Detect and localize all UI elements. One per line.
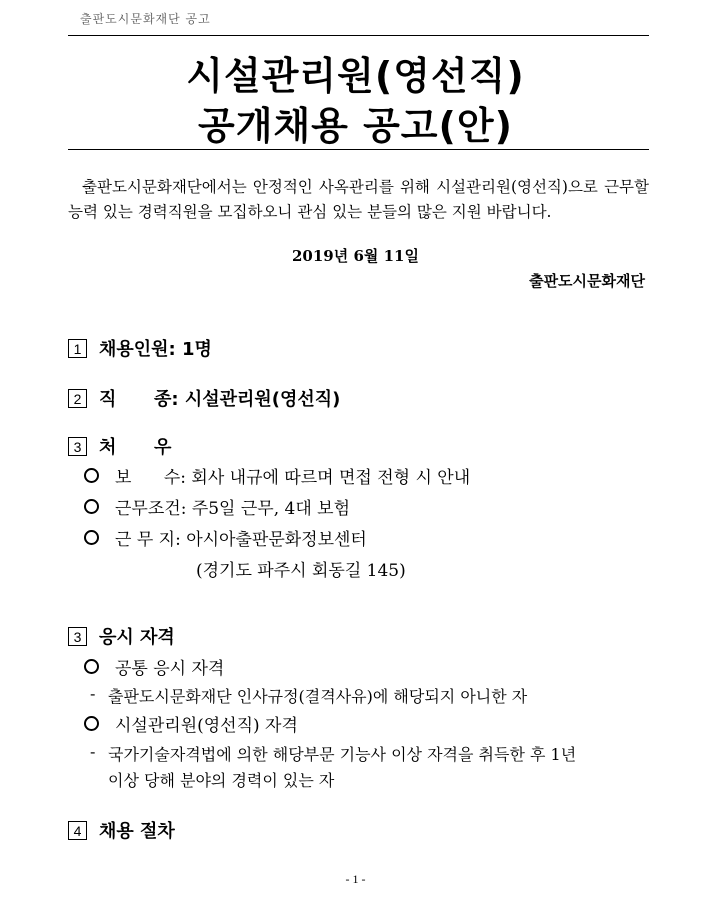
header-text: 출판도시문화재단 공고 <box>80 12 211 26</box>
treatment-pay <box>82 463 470 488</box>
section-title: 채용인원: 1명 <box>99 339 212 360</box>
section-number: 4 <box>68 821 87 840</box>
organization-name: 출판도시문화재단 <box>529 272 645 290</box>
section-number: 2 <box>68 389 87 408</box>
intro-paragraph: 출판도시문화재단에서는 안정적인 사옥관리를 위해 시설관리원(영선직)으로 근무할 능력 있는 경력직원을 모집하오니 관심 있는 분들의 많은 지원 바랍니다. <box>68 178 649 221</box>
circle-bullet-icon <box>84 530 99 545</box>
qual-facility-title: 시설관리원(영선직) 자격 <box>115 716 298 736</box>
circle-bullet-icon <box>84 499 99 514</box>
section-procedure <box>68 817 175 843</box>
section-headcount <box>68 335 212 361</box>
section-number: 1 <box>68 339 87 358</box>
qual-facility-text-2: 이상 당해 분야의 경력이 있는 자 <box>108 771 335 790</box>
treatment-address: (경기도 파주시 회동길 145) <box>196 561 406 581</box>
circle-bullet-icon <box>84 716 99 731</box>
circle-bullet-icon <box>84 468 99 483</box>
qual-common <box>82 654 224 679</box>
section-number: 3 <box>68 627 87 646</box>
section-title: 처 우 <box>99 437 172 458</box>
circle-bullet-icon <box>84 659 99 674</box>
section-title: 채용 절차 <box>99 821 175 842</box>
section-title: 직 종: 시설관리원(영선직) <box>99 389 341 410</box>
qual-facility-item: - 국가기술자격법에 의한 해당부문 기능사 이상 자격을 취득한 후 1년 <box>90 742 577 764</box>
qual-common-title: 공통 응시 자격 <box>115 659 225 679</box>
section-number: 3 <box>68 437 87 456</box>
section-title: 응시 자격 <box>99 627 175 648</box>
qual-common-item: - 출판도시문화재단 인사규정(결격사유)에 해당되지 아니한 자 <box>90 684 528 706</box>
page-number: - 1 - <box>345 872 366 886</box>
section-job-type <box>68 385 340 411</box>
section-treatment <box>68 433 171 459</box>
treatment-location <box>82 525 367 550</box>
treatment-location-text: 근 무 지: 아시아출판문화정보센터 <box>115 530 367 550</box>
treatment-conditions <box>82 494 350 519</box>
title-line2: 공개채용 공고(안) <box>198 104 513 148</box>
title-line1: 시설관리원(영선직) <box>186 54 525 98</box>
top-divider <box>68 35 649 36</box>
qual-facility <box>82 711 298 736</box>
announcement-date: 2019년 6월 11일 <box>292 247 419 265</box>
treatment-pay-text: 보 수: 회사 내규에 따르며 면접 전형 시 안내 <box>115 468 471 488</box>
treatment-conditions-text: 근무조건: 주5일 근무, 4대 보험 <box>115 499 351 519</box>
qual-common-text: 출판도시문화재단 인사규정(결격사유)에 해당되지 아니한 자 <box>108 687 528 706</box>
qual-facility-text-1: 국가기술자격법에 의한 해당부문 기능사 이상 자격을 취득한 후 1년 <box>108 745 577 764</box>
section-qualifications <box>68 623 175 649</box>
title-divider <box>68 149 649 150</box>
